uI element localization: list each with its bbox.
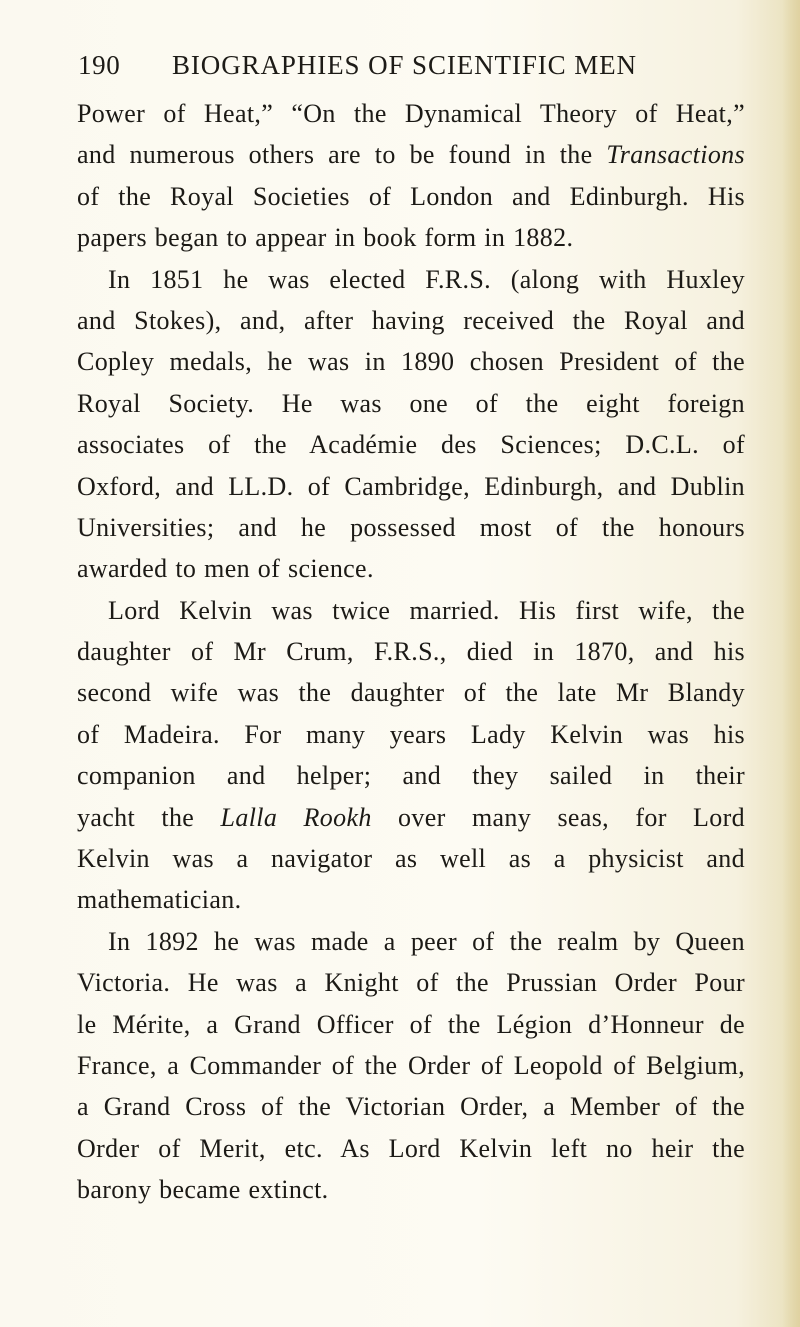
text-line: of the Royal Societies of London and Edinburgh. His [77, 181, 745, 211]
paragraph-2 [77, 259, 745, 590]
yacht-name-italic: Lalla Rookh [220, 802, 372, 832]
text-line: associates of the Académie des Sciences; D.C.L. of [77, 430, 745, 460]
text-segment: over many seas, for Lord [398, 802, 745, 832]
body-text [77, 93, 745, 1211]
paragraph-1 [77, 93, 745, 259]
text-line: Universities; and he possessed most of the honours [77, 512, 745, 542]
text-line: companion and helper; and they sailed in their [77, 761, 745, 791]
text-line: mathematician. [77, 885, 242, 915]
text-line: daughter of Mr Crum, F.R.S., died in 1870, and his [77, 637, 745, 667]
text-line [77, 134, 745, 175]
text-line: le Mérite, a Grand Officer of the Légion d’Honneur de [77, 1009, 745, 1039]
text-line: papers began to appear in book form in 1882. [77, 223, 574, 253]
paragraph-4 [77, 921, 745, 1211]
text-line: of Madeira. For many years Lady Kelvin was his [77, 719, 745, 749]
text-line: barony became extinct. [77, 1175, 329, 1205]
text-line: Kelvin was a navigator as well as a physicist and [77, 844, 745, 874]
text-line: Victoria. He was a Knight of the Prussian Order Pour [77, 968, 745, 998]
text-segment: and numerous others are to be found in the [77, 140, 607, 170]
text-line: Oxford, and LL.D. of Cambridge, Edinburgh, and Dublin [77, 471, 745, 501]
paragraph-3 [77, 590, 745, 921]
text-line: Lord Kelvin was twice married. His first wife, the [108, 595, 745, 625]
transactions-italic: Transactions [606, 140, 745, 170]
page-number: 190 [78, 50, 121, 80]
text-line: second wife was the daughter of the late Mr Blandy [77, 678, 745, 708]
text-line: In 1892 he was made a peer of the realm by Queen [108, 926, 745, 956]
text-line: France, a Commander of the Order of Leopold of Belgium, [77, 1050, 745, 1080]
running-title: BIOGRAPHIES OF SCIENTIFIC MEN [172, 50, 637, 80]
text-line: awarded to men of science. [77, 554, 374, 584]
text-line [77, 797, 745, 838]
text-line: a Grand Cross of the Victorian Order, a Member of the [77, 1092, 745, 1122]
text-line: In 1851 he was elected F.R.S. (along with Huxley [108, 264, 745, 294]
text-line: Copley medals, he was in 1890 chosen President of the [77, 347, 745, 377]
text-segment: yacht the [77, 802, 221, 832]
text-line: Power of Heat,” “On the Dynamical Theory of Heat,” [77, 99, 745, 128]
page-edge-shadow [782, 0, 800, 1327]
text-line: Royal Society. He was one of the eight foreign [77, 388, 745, 418]
text-line: Order of Merit, etc. As Lord Kelvin left no heir the [77, 1133, 745, 1163]
text-line: and Stokes), and, after having received the Royal and [77, 305, 745, 335]
page-header [78, 50, 778, 90]
